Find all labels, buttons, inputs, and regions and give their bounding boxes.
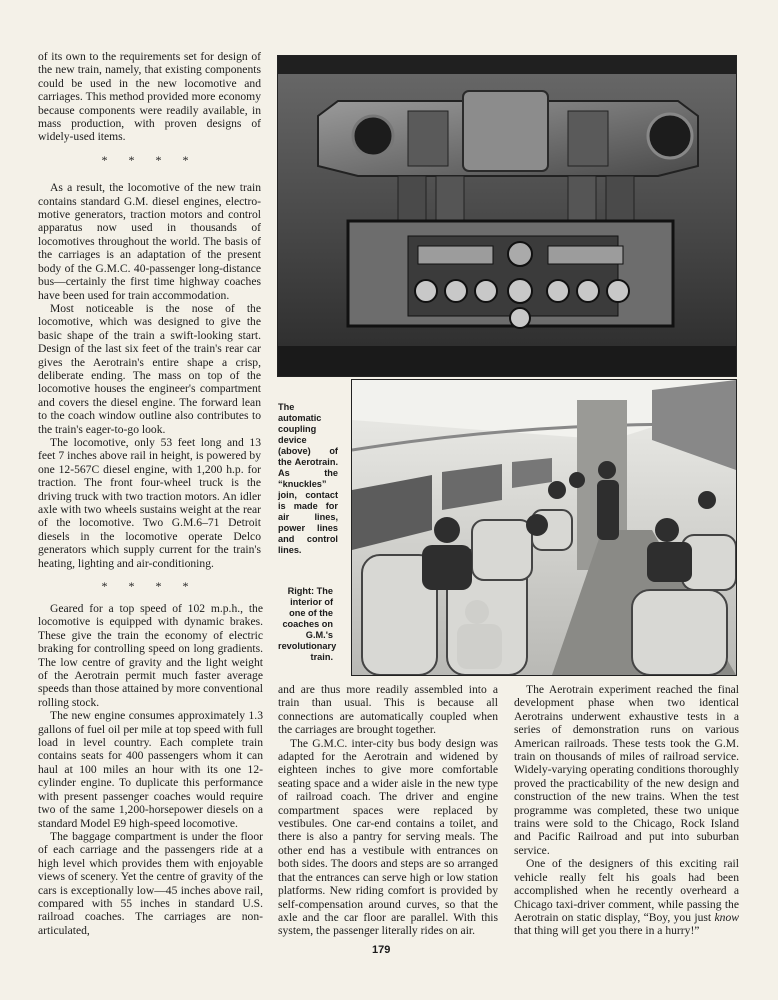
photo-caption-interior: Right: The interior of one of the coaches on G.M.'s revolutionary train.: [278, 586, 337, 662]
section-break: * * * *: [101, 579, 198, 594]
paragraph: The new engine consumes approximately 1.3 gallons of fuel oil per mile at top speed with full load in level country. Each complete train contains seats for 400 passengers whom it can haul at 100 miles an hour with its one 12-cylinder engine. To duplicate this performance with present passenger coaches would require two of the same 1,200-horsepower diesels on a standard Model E9 high-speed locomotive.: [38, 709, 263, 830]
paragraph: The locomotive, only 53 feet long and 13 feet 7 inches above rail in height, is powered by one 12-567C diesel engine, with 1,200 h.p. for traction. The front four-wheel truck is the driving truck with two traction motors. An idler axle with two wheels sustains weight at the rear of the locomotive. Two G.M.6–71 Detroit diesels in the locomotive operate Delco generators which supply current for the train's heating, lighting and air-conditioning.: [38, 435, 261, 570]
paragraph: As a result, the locomotive of the new train contains standard G.M. diesel engines, electro-motive generators, traction motors and control apparatus now used in thousands of locomotives throughout the world. The basis of the carriages is an adaptation of the present body of the G.M.C. 40-passenger long-distance bus—certainly the first time highway coaches have been used for train accommodation.: [38, 181, 261, 302]
photo-caption-coupling: The automatic coupling device (above) of the Aerotrain. As the “knuckles” join, contact is made for air lines, power lines and control lines.: [278, 402, 338, 555]
coach-interior-photo: [351, 379, 737, 676]
paragraph: The Aerotrain experiment reached the final development phase when two identical Aerotrains underwent exhaustive tests in a series of demonstration runs on various American railroads. These tests took the G.M. train on thousands of miles of railroad service. Widely-varying operating conditions thoroughly proved the practicability of the new design and construction of the new trains. When the test programme was completed, these two unique trains were sold to the Chicago, Rock Island and Pacific Railroad and put into suburban service.: [514, 683, 739, 857]
quote-text-end: that thing will get you there in a hurry!”: [514, 924, 700, 938]
coupling-device-illustration: [278, 56, 736, 376]
paragraph: Geared for a top speed of 102 m.p.h., the locomotive is equipped with dynamic brakes. These give the train the economy of electric braking for controlling speed on long gradients. The low centre of gravity and the light weight of the Aerotrain permit much faster average speeds than those attained by more conventional rolling stock.: [38, 602, 263, 709]
quote-text: One of the designers of this exciting rail vehicle really felt his goals had been accomplished when he recently overheard a Chicago taxi-driver comment, while passing the Aerotrain on static display, “Boy, you just: [514, 857, 739, 924]
paragraph-closing-quote: [514, 857, 739, 937]
coach-interior-illustration: [352, 380, 736, 675]
article-column-3: [514, 683, 739, 938]
article-column-2: [278, 683, 498, 938]
article-column-1-top: [38, 50, 261, 607]
coupling-device-photo: [277, 55, 737, 377]
paragraph: of its own to the requirements set for design of the new train, namely, that existing components could be used in the new locomotive and carriages. This method provided more economy because components were readily available, in mass production, with proven designs of widely-used items.: [38, 50, 261, 144]
paragraph: The baggage compartment is under the floor of each carriage and the passengers ride at a high level which provides them with enjoyable views of scenery. Yet the centre of gravity of the cars is exceptionally low—45 inches above rail, compared with 55 inches in standard U.S. railroad coaches. The carriages are non-articulated,: [38, 829, 263, 937]
paragraph: and are thus more readily assembled into a train than usual. This is because all connections are automatically coupled when the carriages are brought together.: [278, 683, 498, 737]
paragraph: The G.M.C. inter-city bus body design was adapted for the Aerotrain and widened by eighteen inches to give more comfortable seating space and a wider aisle in the new type of railroad coach. The driver and engine compartment spaces were replaced by vestibules. One car-end contains a toilet, and there is also a pantry for serving meals. The other end has a vestibule with entrances on both sides. The doors and steps are so arranged that the entrances can serve high or low station platforms. New riding comfort is provided by self-compensation around curves, so that the axle and the car floor are parallel. With this system, the passenger literally rides on air.: [278, 736, 498, 938]
section-break: * * * *: [101, 152, 198, 167]
page-number: 179: [372, 944, 391, 956]
emphasis: know: [714, 910, 739, 924]
paragraph: Most noticeable is the nose of the locomotive, which was designed to give the basic shape of the train a swift-looking start. Design of the last six feet of the train's rear car gives the Aerotrain's entire shape a crisp, deliberate ending. The mass on top of the locomotive houses the engineer's compartment and covers the diesel engine. The forward lean to the coach window outline also contributes to the train's eager-to-go look.: [38, 301, 261, 436]
article-column-1-bottom: [38, 602, 263, 937]
